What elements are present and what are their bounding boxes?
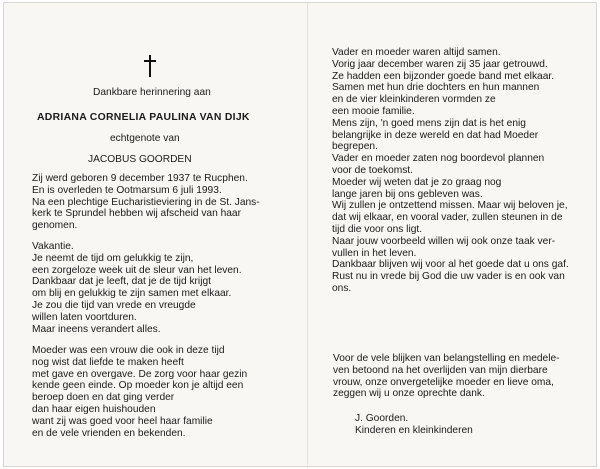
spouse-name: JACOBUS GOORDEN <box>88 154 192 165</box>
memorial-card <box>3 2 597 467</box>
tribute-line: beroep doen en dat ging verder <box>32 392 175 404</box>
family-line: Naar jouw voorbeeld willen wij ook onze taak ver- <box>332 235 556 247</box>
card-fold-line <box>307 3 308 468</box>
tribute-line: kende geen einde. Op moeder kon je altijd een <box>32 380 244 392</box>
bio-line: En is overleden te Ootmarsum 6 juli 1993. <box>32 184 222 196</box>
bio-line: kerk te Sprundel hebben wij afscheid van haar <box>32 208 241 220</box>
family-line: ons. <box>332 282 352 294</box>
poem-line: Je neemt de tijd om gelukkig te zijn, <box>32 252 194 264</box>
family-line: begrepen. <box>332 141 378 153</box>
thanks-line: ven betoond na het overlijden van mijn dierbare <box>333 364 548 376</box>
family-line: lange jaren bij ons gebleven was. <box>332 188 483 200</box>
family-text <box>332 47 594 295</box>
thanks-line: zeggen wij u onze oprechte dank. <box>333 388 485 400</box>
signature-family: Kinderen en kleinkinderen <box>355 424 473 436</box>
poem-line: Vakantie. <box>32 241 74 252</box>
thanks-line: vrouw, onze onvergetelijke moeder en lieve oma, <box>333 376 554 388</box>
dedication-line: Dankbare herinnering aan <box>93 87 211 98</box>
bio-line: Na een plechtige Eucharistieviering in de St. Jans- <box>32 196 260 208</box>
tribute-line: met gave en overgave. De zorg voor haar gezin <box>32 368 248 380</box>
family-line: Dankbaar blijven wij voor al het goede dat u ons gaf. <box>332 259 569 271</box>
family-line: Ze hadden een bijzonder goede band met elkaar. <box>332 70 555 82</box>
family-line: Vader en moeder zaten nog boordevol plannen <box>332 153 545 165</box>
family-line: dat wij elkaar, en vooral vader, zullen steunen in de <box>332 212 563 224</box>
tribute-line: Moeder was een vrouw die ook in deze tijd <box>32 345 225 356</box>
family-line: tijd die voor ons ligt. <box>332 223 423 235</box>
family-line: Wij zullen je ontzettend missen. Maar wij beloven je, <box>332 200 568 212</box>
deceased-name: ADRIANA CORNELIA PAULINA VAN DIJK <box>37 112 250 123</box>
vacation-poem <box>32 241 284 335</box>
bio-line: genomen. <box>32 220 78 232</box>
tribute-line: want zij was goed voor heel haar familie <box>32 415 213 427</box>
family-line: een mooie familie. <box>332 105 415 117</box>
family-line: en de vier kleinkinderen vormden ze <box>332 94 496 106</box>
poem-line: een zorgeloze week uit de sleur van het leven. <box>32 264 242 276</box>
tribute-line: dan haar eigen huishouden <box>32 403 156 415</box>
thanks-block <box>333 353 595 400</box>
family-line: Vorig jaar december waren zij 35 jaar getrouwd. <box>332 58 548 70</box>
mother-tribute <box>32 345 284 439</box>
biography-block <box>32 173 284 232</box>
cross-icon <box>143 55 157 77</box>
family-line: belangrijke in deze wereld en dat had Moeder <box>332 129 539 141</box>
poem-line: Je zou die tijd van vrede en vreugde <box>32 299 196 311</box>
thanks-line: Voor de vele blijken van belangstelling en medele- <box>333 353 560 364</box>
family-line: Vader en moeder waren altijd samen. <box>332 47 501 58</box>
poem-line: Maar ineens verandert alles. <box>32 323 161 335</box>
bio-line: Zij werd geboren 9 december 1937 te Rucphen. <box>32 173 248 184</box>
tribute-line: nog wist dat liefde te maken heeft <box>32 356 184 368</box>
family-line: vullen in het leven. <box>332 247 417 259</box>
family-line: Mens zijn, 'n goed mens zijn dat is het enig <box>332 117 526 129</box>
signature-block <box>355 413 555 437</box>
signature-name: J. Goorden. <box>355 413 409 424</box>
family-line: voor de toekomst. <box>332 164 413 176</box>
poem-line: willen laten voortduren. <box>32 311 137 323</box>
poem-line: Dankbaar dat je leeft, dat je de tijd krijgt <box>32 276 211 288</box>
family-line: Rust nu in vrede bij God die uw vader is en ook van <box>332 271 565 283</box>
spouse-relation: echtgenote van <box>110 133 180 144</box>
family-line: Moeder wij weten dat je zo graag nog <box>332 176 502 188</box>
family-line: Samen met hun drie dochters en hun mannen <box>332 82 540 94</box>
poem-line: om blij en gelukkig te zijn samen met elkaar. <box>32 288 232 300</box>
tribute-line: en de vele vrienden en bekenden. <box>32 427 186 439</box>
